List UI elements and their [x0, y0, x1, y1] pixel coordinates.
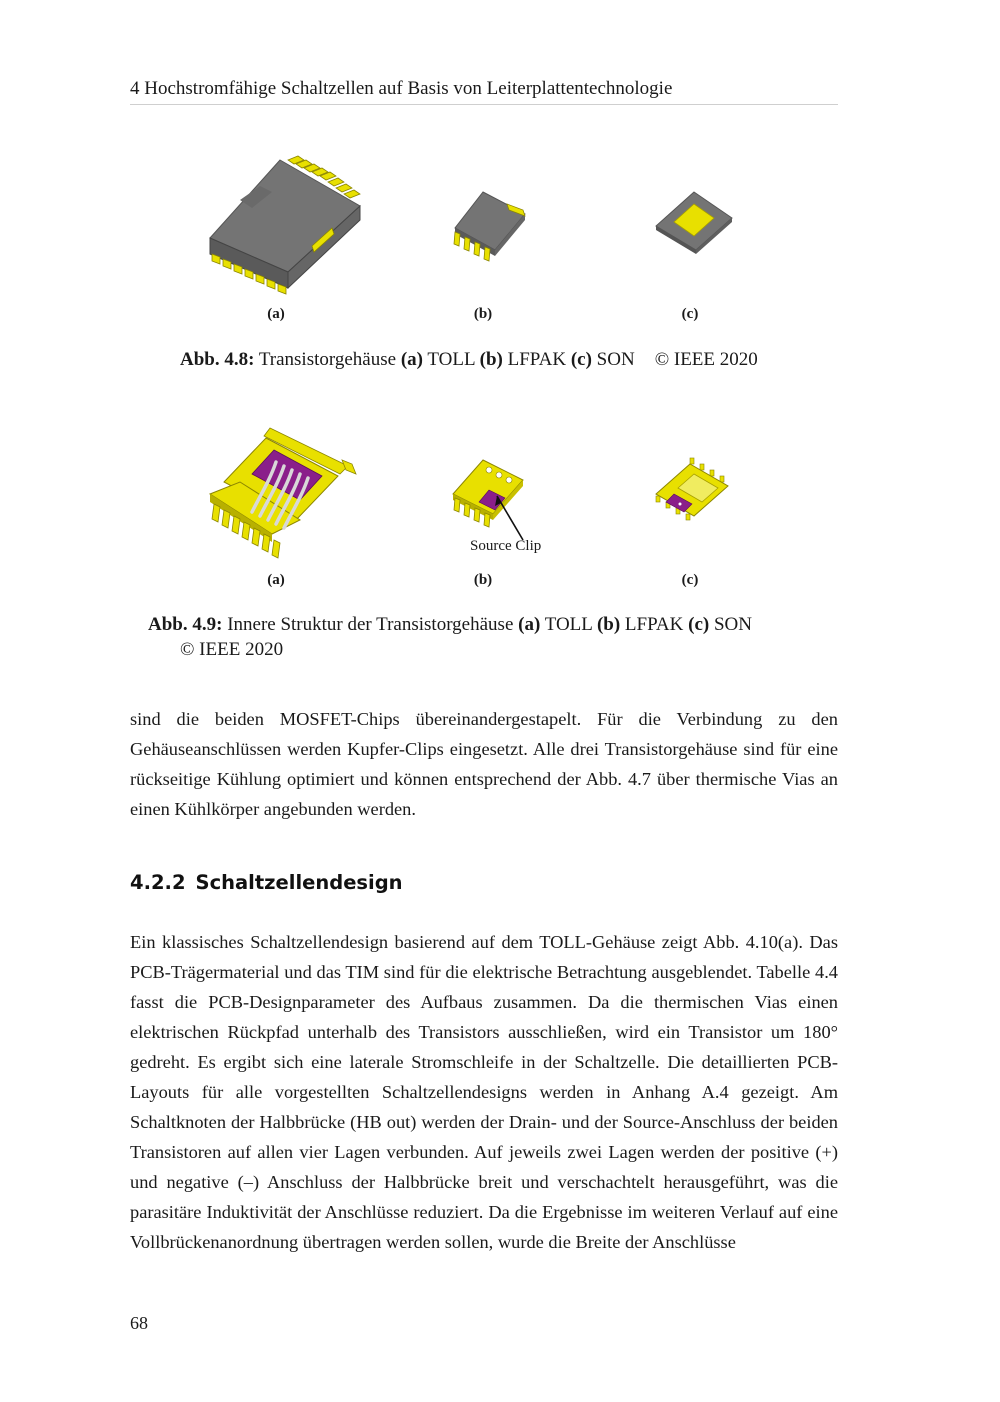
- body-paragraph-1: sind die beiden MOSFET-Chips übereinandergestapelt. Für die Verbindung zu den Gehäuseanschlüssen werden Kupfer-Clips eingesetzt. Alle drei Transistorgehäuse sind für eine rückseitige Kühlung optimiert und können entsprechend der Abb. 4.7 über thermische Vias an einen Kühlkörper angebunden werden.: [130, 709, 838, 819]
- sublabel-c: (c): [681, 572, 699, 588]
- caption-copyright: © IEEE 2020: [654, 349, 758, 370]
- running-header: 4 Hochstromfähige Schaltzellen auf Basis von Leiterplattentechnologie: [130, 76, 838, 105]
- page-number: 68: [130, 1313, 148, 1333]
- caption-b-name: LFPAK: [620, 614, 689, 635]
- caption-copyright: © IEEE 2020: [180, 639, 284, 660]
- sublabel-a: (a): [267, 306, 285, 322]
- son-package-image: [650, 188, 740, 268]
- section-heading: [130, 868, 403, 898]
- caption-text: Transistorgehäuse: [254, 349, 401, 370]
- caption-a-name: TOLL: [540, 614, 597, 635]
- caption-a: (a): [400, 349, 423, 370]
- caption-c-name: SON: [591, 349, 635, 370]
- figure-4-9-caption: [148, 612, 828, 662]
- caption-label: Abb. 4.9:: [148, 614, 223, 635]
- sublabel-b: (b): [473, 306, 493, 322]
- caption-c: (c): [570, 349, 592, 370]
- sublabel-b: (b): [473, 572, 493, 588]
- lfpak-package-image: [445, 188, 535, 268]
- section-number: 4.2.2: [130, 871, 186, 894]
- caption-c-name: SON: [709, 614, 752, 635]
- caption-text: Innere Struktur der Transistorgehäuse: [222, 614, 519, 635]
- caption-b: (b): [479, 349, 503, 370]
- figure-4-9: [190, 420, 790, 595]
- caption-b: (b): [596, 614, 621, 635]
- caption-label: Abb. 4.8:: [180, 349, 255, 370]
- body-paragraph-2: Ein klassisches Schaltzellendesign basierend auf dem TOLL-Gehäuse zeigt Abb. 4.10(a). Das PCB-Trägermaterial und das TIM sind für die elektrische Betrachtung ausgeblendet. Tabelle 4.4 fasst die PCB-Designparameter des Aufbaus zusammen. Da die thermischen Vias einen elektrischen Rückpfad unterhalb des Transistors ausschließen, wird ein Transistor um 180° gedreht. Es ergibt sich eine laterale Stromschleife in der Schaltzelle. Die detaillierten PCB-Layouts für alle vorgestellten Schaltzellendesigns werden in Anhang A.4 gezeigt. Am Schaltknoten der Halbbrücke (HB out) werden der Drain- und der Source-Anschluss der beiden Transistoren auf allen vier Lagen verbunden. Auf jeweils zwei Lagen werden der positive (+) und negative (–) Anschluss der Halbbrücke breit und verschachtelt herausgeführt, was die parasitäre Induktivität der Anschlüsse reduziert. Da die Ergebnisse im weiteren Verlauf auf eine Vollbrückenanordnung übertragen werden sollen, wurde die Breite der Anschlüsse: [130, 932, 838, 1252]
- source-clip-annotation: Source Clip: [470, 538, 542, 554]
- figure-4-8-caption: [180, 347, 840, 372]
- caption-b-name: LFPAK: [502, 349, 571, 370]
- sublabel-c: (c): [681, 306, 699, 322]
- son-inner-image: [650, 456, 740, 536]
- toll-package-image: [200, 150, 370, 300]
- figure-4-8: [190, 150, 790, 330]
- caption-a: (a): [518, 614, 541, 635]
- sublabel-a: (a): [267, 572, 285, 588]
- toll-inner-image: [200, 420, 370, 565]
- caption-c: (c): [688, 614, 710, 635]
- caption-a-name: TOLL: [422, 349, 480, 370]
- lfpak-inner-image: [445, 456, 555, 546]
- section-title: Schaltzellendesign: [195, 871, 403, 894]
